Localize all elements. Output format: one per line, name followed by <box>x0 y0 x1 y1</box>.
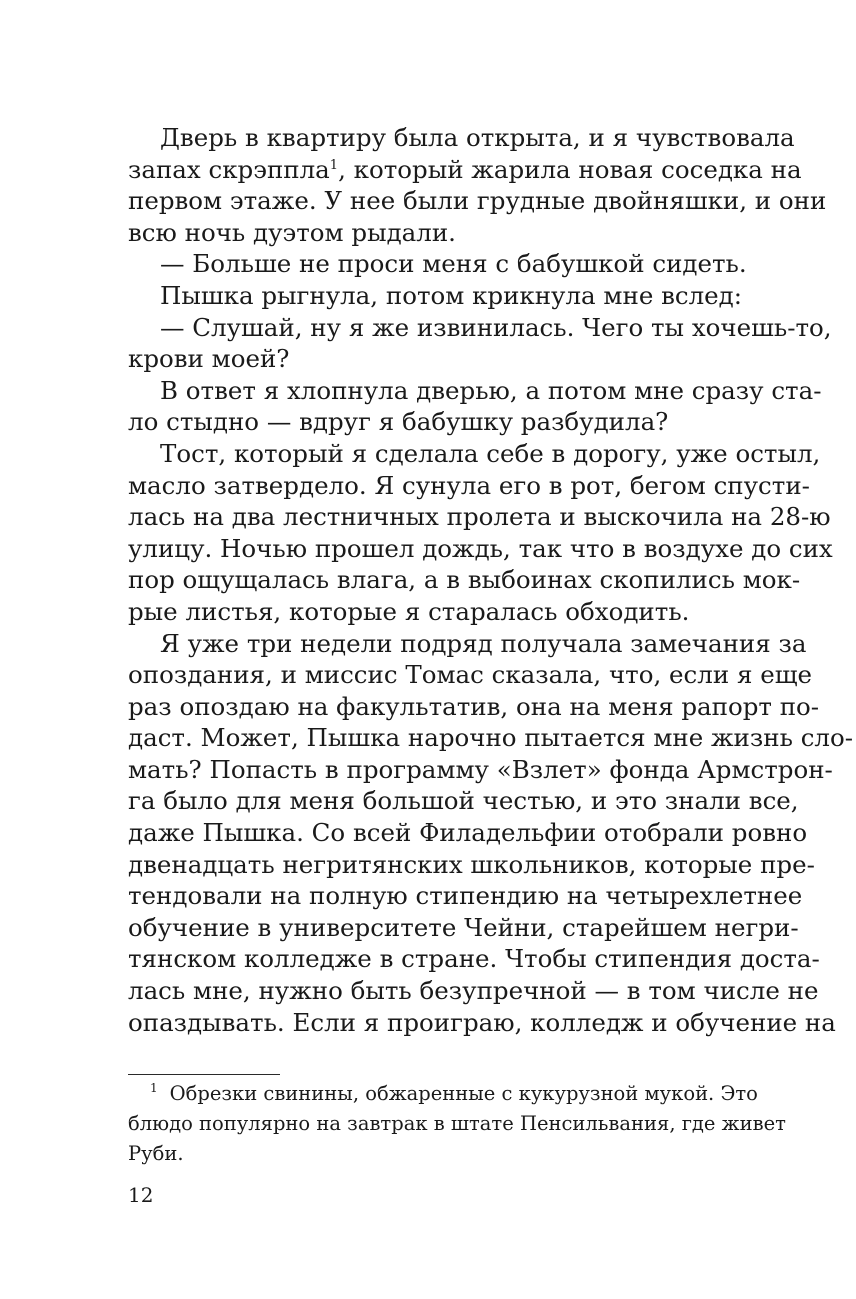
text-line-content: га было для меня большой честью, и это знали все, <box>128 786 799 816</box>
text-line-content: пор ощущалась влага, а в выбоинах скопились мок- <box>128 565 801 595</box>
page-number: 12 <box>128 1183 154 1207</box>
text-line <box>128 849 815 881</box>
text-line-content: Тост, который я сделала себе в дорогу, уже остыл, <box>160 438 821 468</box>
text-line-content: опаздывать. Если я проиграю, колледж и обучение на <box>128 1007 836 1037</box>
text-line <box>128 785 799 817</box>
footnote-rule <box>128 1074 280 1075</box>
text-line <box>128 722 854 754</box>
text-line-content: тендовали на полную стипендию на четырехлетнее <box>128 881 803 911</box>
text-line-content: двенадцать негритянских школьников, которые пре- <box>128 849 815 879</box>
text-line-content: первом этаже. У нее были грудные двойняшки, и они <box>128 186 827 216</box>
text-line <box>128 154 802 186</box>
text-line-content: опоздания, и миссис Томас сказала, что, если я еще <box>128 660 812 690</box>
text-line-content: — Больше не проси меня с бабушкой сидеть. <box>160 249 747 279</box>
text-line <box>128 691 820 723</box>
text-line-content: В ответ я хлопнула дверью, а потом мне сразу ста- <box>160 375 822 405</box>
footnote-text-1: Обрезки свинины, обжаренные с кукурузной мукой. Это <box>169 1082 758 1105</box>
text-line <box>128 628 807 660</box>
footnote-line-2: блюдо популярно на завтрак в штате Пенсильвания, где живет <box>128 1112 786 1135</box>
text-line <box>128 817 808 849</box>
text-line <box>128 470 810 502</box>
text-line-content: Дверь в квартиру была открыта, и я чувствовала <box>160 123 795 152</box>
text-line <box>128 1007 836 1039</box>
footnote <box>128 1079 786 1169</box>
text-line-content: ло стыдно — вдруг я бабушку разбудила? <box>128 407 669 437</box>
text-line-content: — Слушай, ну я же извинилась. Чего ты хочешь-то, <box>160 312 832 342</box>
text-line <box>128 438 821 470</box>
text-line-content: даст. Может, Пышка нарочно пытается мне жизнь сло- <box>128 723 854 753</box>
text-line-content: рые листья, которые я старалась обходить. <box>128 596 690 626</box>
text-line <box>128 248 750 280</box>
text-line-content: масло затвердело. Я сунула его в рот, бегом спусти- <box>128 470 810 500</box>
text-line <box>128 943 820 975</box>
text-line <box>128 564 801 596</box>
text-line-content: , который жарила новая соседка на <box>338 154 802 184</box>
text-line <box>128 343 750 375</box>
text-line <box>128 122 795 154</box>
text-line <box>128 975 819 1007</box>
text-line <box>128 406 750 438</box>
text-line <box>128 659 812 691</box>
text-line-content: лась мне, нужно быть безупречной — в том числе не <box>128 976 819 1006</box>
text-line <box>128 280 750 312</box>
text-line-content: лась на два лестничных пролета и выскочила на 28-ю <box>128 502 831 532</box>
text-line-content: Я уже три недели подряд получала замечания за <box>160 628 807 658</box>
footnote-marker: 1 <box>150 1081 158 1095</box>
text-line <box>128 185 827 217</box>
text-line-content: даже Пышка. Со всей Филадельфии отобрали ровно <box>128 818 808 848</box>
text-line-content: раз опоздаю на факультатив, она на меня рапорт по- <box>128 691 820 721</box>
footnote-line-1 <box>128 1079 758 1109</box>
text-line <box>128 880 803 912</box>
text-line-content: крови моей? <box>128 344 290 374</box>
text-line <box>128 754 833 786</box>
footnote-reference: 1 <box>329 157 339 173</box>
text-line <box>128 912 799 944</box>
text-line <box>128 217 750 249</box>
text-line-content: запах скрэппла <box>128 154 330 184</box>
footnote-line-3: Руби. <box>128 1142 184 1165</box>
text-line-content: тянском колледже в стране. Чтобы стипендия доста- <box>128 944 820 974</box>
text-line <box>128 312 832 344</box>
text-line <box>128 596 750 628</box>
text-line-content: всю ночь дуэтом рыдали. <box>128 217 456 247</box>
text-line <box>128 533 833 565</box>
text-line <box>128 501 831 533</box>
text-line-content: обучение в университете Чейни, старейшем негри- <box>128 912 799 942</box>
main-text <box>128 122 854 1038</box>
text-line <box>128 375 822 407</box>
text-line-content: улицу. Ночью прошел дождь, так что в воздухе до сих <box>128 533 833 563</box>
text-line-content: мать? Попасть в программу «Взлет» фонда Армстрон- <box>128 754 833 784</box>
text-line-content: Пышка рыгнула, потом крикнула мне вслед: <box>160 280 743 310</box>
